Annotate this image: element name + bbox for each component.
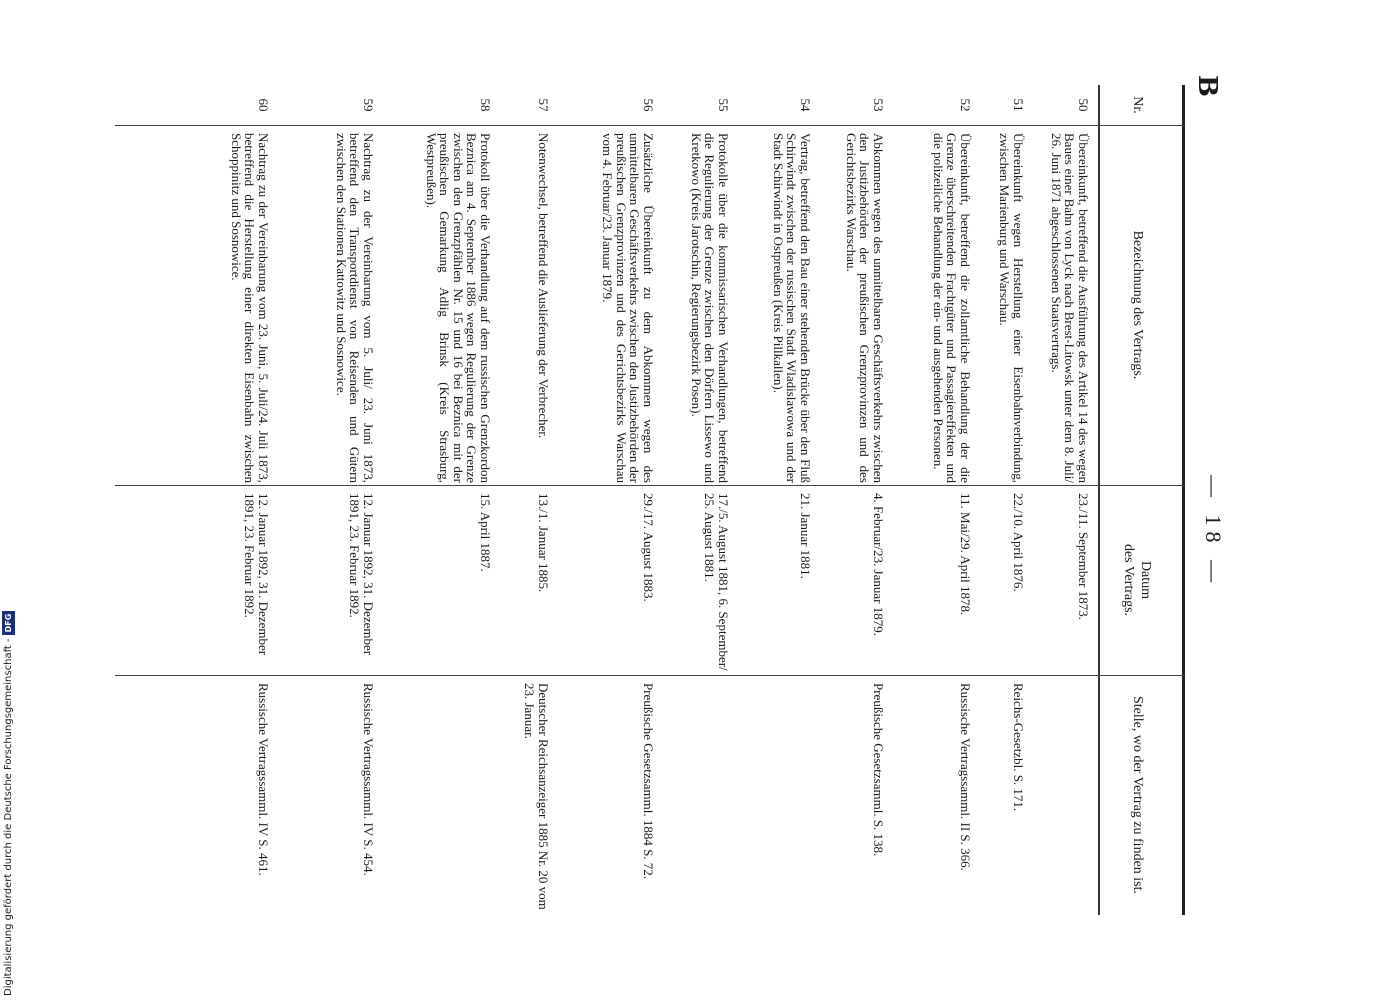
row-reference: Deutscher Reichsanzeiger 1885 Nr. 20 vom 23. Januar. xyxy=(522,683,551,910)
row-date: 29./17. August 1883. xyxy=(641,493,656,602)
row-description: Vertrag, betreffend den Bau einer stehenden Brücke über den Fluß Schirwindt zwischen der russischen Stadt Wladislawowa und der Stadt Schirwindt in Ostpreußen (Kreis Pillkallen). xyxy=(771,133,813,483)
page-number: — 18 — xyxy=(1201,475,1226,588)
row-date: 23./11. September 1873. xyxy=(1076,493,1091,620)
row-description: Protokolle über die kommissarischen Verhandlungen, betreffend die Regulierung der Grenze zwischen den Dörfern Lissewo und Kretkowo (Kreis Jarotschin, Regierungsbezirk Posen). xyxy=(689,133,731,483)
row-date: 4. Februar/23. Januar 1879. xyxy=(871,493,886,636)
row-number: 60 xyxy=(256,98,271,112)
row-date: 12. Januar 1892, 31. Dezember 1891, 23. Februar 1892. xyxy=(242,493,271,656)
row-description: Übereinkunft wegen Herstellung einer Eisenbahnverbindung, zwischen Marienburg und Warschau. xyxy=(997,133,1026,483)
row-date: 22./10. April 1876. xyxy=(1011,493,1026,592)
row-date: 21. Januar 1881. xyxy=(798,493,813,579)
row-date: 17./5. August 1881, 6. September/ 25. August 1881. xyxy=(702,493,731,671)
row-description: Nachtrag zu der Vereinbarung vom 23. Juni, 5. Juli/24. Juli 1873, betreffend die Herstellung einer direkten Eisenbahn zwischen Schoppinitz und Sosnowice. xyxy=(229,133,271,483)
row-date: 13./1. Januar 1885. xyxy=(536,493,551,593)
row-number: 53 xyxy=(871,98,886,112)
row-description: Übereinkunft, betreffend die zollamtliche Behandlung der die Grenze überschreitenden Frachtgüter und Passagiereffekten und die polizeiliche Behandlung der ein- und ausgehenden Personen. xyxy=(931,133,973,483)
document-page xyxy=(80,45,1230,945)
row-description: Notenwechsel, betreffend die Auslieferung der Verbrecher. xyxy=(536,133,551,439)
row-number: 54 xyxy=(798,98,813,112)
row-description: Zusätzliche Übereinkunft zu dem Abkommen wegen des unmittelbaren Geschäftsverkehrs zwischen den Justizbehörden der preußischen Grenzprovinzen und des Gerichtsbezirks Warschau vom 4. Februar/23. Januar 1879. xyxy=(600,133,656,483)
column-divider xyxy=(115,675,1185,676)
row-number: 56 xyxy=(641,98,656,112)
row-number: 57 xyxy=(536,98,551,112)
header-description: Bezeichnung des Vertrags. xyxy=(1130,230,1145,380)
section-letter: B xyxy=(1192,75,1222,97)
table-top-rule xyxy=(1182,85,1185,915)
header-date: Datum des Vertrags. xyxy=(1121,543,1154,617)
row-reference: Russische Vertragssamml. IV S. 454. xyxy=(361,683,376,876)
digitization-credit xyxy=(2,611,15,996)
column-divider xyxy=(115,485,1185,486)
dfg-logo: DFG xyxy=(2,611,15,636)
row-reference: Russische Vertragssamml. II S. 366. xyxy=(958,683,973,871)
row-description: Protokoll über die Verhandlung auf dem russischen Grenzkordon Beznica am 4. September 1886 wegen Regulierung der Grenze zwischen den Grenzpfählen Nr. 15 und 16 bei Beznica mit der preußischen Gemarkung Adlig Brinsk (Kreis Strasburg, Westpreußen). xyxy=(424,133,493,483)
row-number: 55 xyxy=(716,98,731,112)
column-divider xyxy=(115,125,1185,126)
header-reference: Stelle, wo der Vertrag zu finden ist. xyxy=(1130,695,1145,895)
row-description: Abkommen wegen des unmittelbaren Geschäftsverkehrs zwischen den Justizbehörden der preußischen Grenzprovinzen und des Gerichtsbezirks Warschau. xyxy=(844,133,886,483)
row-number: 58 xyxy=(478,98,493,112)
row-reference: Preußische Gesetzsamml. S. 138. xyxy=(871,683,886,857)
row-description: Übereinkunft, betreffend die Ausführung des Artikel 14 des wegen Baues einer Bahn von Lyck nach Brest-Litowsk unter dem 8. Juli/ 26. Juni 1871 abgeschlossenen Staatsvertrags. xyxy=(1049,133,1091,483)
row-reference: Preußische Gesetzsamml. 1884 S. 72. xyxy=(641,683,656,880)
row-number: 59 xyxy=(361,98,376,112)
row-description: Nachtrag zu der Vereinbarung vom 5. Juli/ 23. Juni 1873, betreffend den Transportdienst von Reisenden und Gütern zwischen den Stationen Kattowitz und Sosnowice. xyxy=(334,133,376,483)
header-nr: Nr. xyxy=(1130,96,1145,114)
row-date: 12. Januar 1892, 31. Dezember 1891, 23. Februar 1892. xyxy=(347,493,376,656)
row-reference: Reichs-Gesetzbl. S. 171. xyxy=(1011,683,1026,812)
credit-text: Digitalisierung gefördert durch die Deutsche Forschungsgemeinschaft - xyxy=(3,638,14,996)
row-number: 50 xyxy=(1076,98,1091,112)
row-reference: Russische Vertragssamml. IV S. 461. xyxy=(256,683,271,876)
row-number: 51 xyxy=(1011,98,1026,112)
row-number: 52 xyxy=(958,98,973,112)
row-date: 11. Mai/29. April 1878. xyxy=(958,493,973,616)
row-date: 15. April 1887. xyxy=(478,493,493,572)
